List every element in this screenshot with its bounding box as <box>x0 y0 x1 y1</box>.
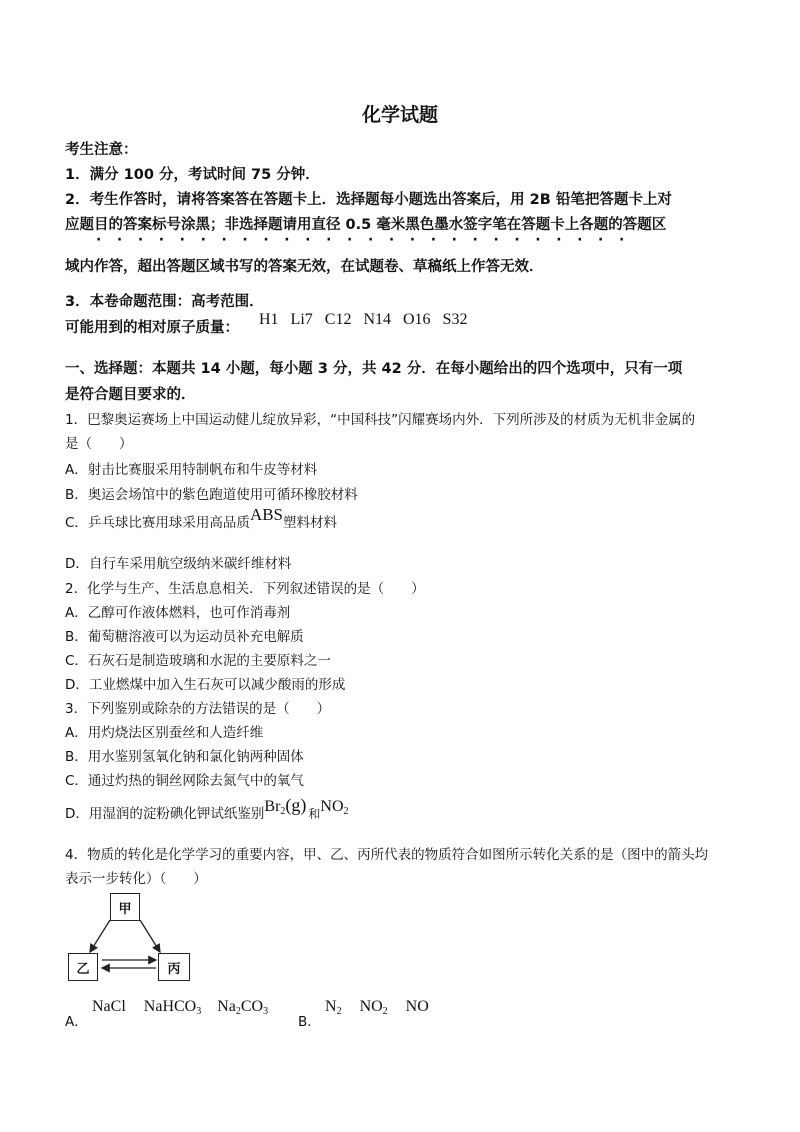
q1-option-c-abs: ABS <box>249 505 284 524</box>
notice-item-2-line-1: 2．考生作答时，请将答案答在答题卡上．选择题每小题选出答案后，用 2B 铅笔把答题卡上对 <box>65 192 672 208</box>
q1-option-a: A．射击比赛服采用特制帆布和牛皮等材料 <box>65 462 318 478</box>
atomic-mass-values: H1 Li7 C12 N14 O16 S32 <box>259 311 468 328</box>
q1-stem-line-1: 1．巴黎奥运赛场上中国运动健儿绽放异彩，“中国科技”闪耀赛场内外．下列所涉及的材质为无机非金属的 <box>65 412 696 428</box>
q4-option-b-formulas: $N_2$ $NO_2$ NO <box>325 998 429 1017</box>
notice-item-3: 3．本卷命题范围：高考范围． <box>65 294 264 310</box>
arrow-jia-to-yi <box>90 920 110 952</box>
page-title: 化学试题 <box>361 104 438 126</box>
diagram-node-bing: 丙 <box>158 953 190 981</box>
q3-formula-no2: $NO_2$ <box>320 798 349 817</box>
notice-item-2-line-3: 域内作答，超出答题区域书写的答案无效，在试题卷、草稿纸上作答无效． <box>65 259 544 275</box>
atomic-mass-label: 可能用到的相对原子质量： <box>65 320 239 336</box>
q1-option-c-suffix: 塑料材料 <box>283 515 338 531</box>
q1-option-c-prefix: C．乒乓球比赛用球采用高品质 <box>65 515 250 531</box>
emphasis-dots: ·························· <box>96 232 640 248</box>
q2-stem: 2．化学与生产、生活息息相关．下列叙述错误的是（ ） <box>65 581 425 597</box>
q1-option-d: D．自行车采用航空级纳米碳纤维材料 <box>65 556 292 572</box>
notice-item-1: 1．满分 100 分，考试时间 75 分钟． <box>65 167 320 183</box>
q4-option-a-label: A． <box>65 1014 88 1030</box>
q4-stem-line-2: 表示一步转化）（ ） <box>65 871 207 887</box>
q3-stem: 3．下列鉴别或除杂的方法错误的是（ ） <box>65 701 331 717</box>
q3-and: 和 <box>308 807 321 821</box>
q2-option-c: C．石灰石是制造玻璃和水泥的主要原料之一 <box>65 653 331 669</box>
notice-heading: 考生注意： <box>65 142 138 158</box>
q3-option-b: B．用水鉴别氢氧化钠和氯化钠两种固体 <box>65 749 304 765</box>
q2-option-d: D．工业燃煤中加入生石灰可以减少酸雨的形成 <box>65 677 346 693</box>
q4-option-a-formulas: NaCl NaHCO$_3$ $Na_2CO_3$ <box>92 998 269 1017</box>
section-heading-line-2: 是符合题目要求的． <box>65 387 196 403</box>
q1-option-c <box>65 505 338 532</box>
q1-option-b: B．奥运会场馆中的紫色跑道使用可循环橡胶材料 <box>65 487 358 503</box>
q2-option-b: B．葡萄糖溶液可以为运动员补充电解质 <box>65 629 304 645</box>
q3-option-c: C．通过灼热的铜丝网除去氮气中的氧气 <box>65 773 304 789</box>
q1-stem-line-2: 是（ ） <box>65 436 133 452</box>
notice-item-2-line-2: 应题目的答案标号涂黑；非选择题请用直径 0.5 毫米黑色墨水签字笔在答题卡上各题的答题区 <box>65 217 667 233</box>
q3-option-d-prefix: D．用湿润的淀粉碘化钾试纸鉴别 <box>65 806 265 822</box>
diagram-node-yi: 乙 <box>68 953 98 981</box>
q3-option-d <box>65 795 349 823</box>
arrow-jia-to-bing <box>140 920 160 952</box>
q2-option-a: A．乙醇可作液体燃料，也可作消毒剂 <box>65 605 291 621</box>
section-heading-line-1: 一、选择题：本题共 14 小题，每小题 3 分，共 42 分．在每小题给出的四个选项中，只有一项 <box>65 361 683 377</box>
q3-option-a: A．用灼烧法区别蚕丝和人造纤维 <box>65 725 264 741</box>
diagram-node-jia: 甲 <box>110 893 140 921</box>
q3-formula-br2: $Br_2(g)$ <box>264 795 307 817</box>
q4-option-b-label: B． <box>298 1014 321 1030</box>
q4-stem-line-1: 4．物质的转化是化学学习的重要内容，甲、乙、丙所代表的物质符合如图所示转化关系的是（图中的箭头均 <box>65 847 709 863</box>
